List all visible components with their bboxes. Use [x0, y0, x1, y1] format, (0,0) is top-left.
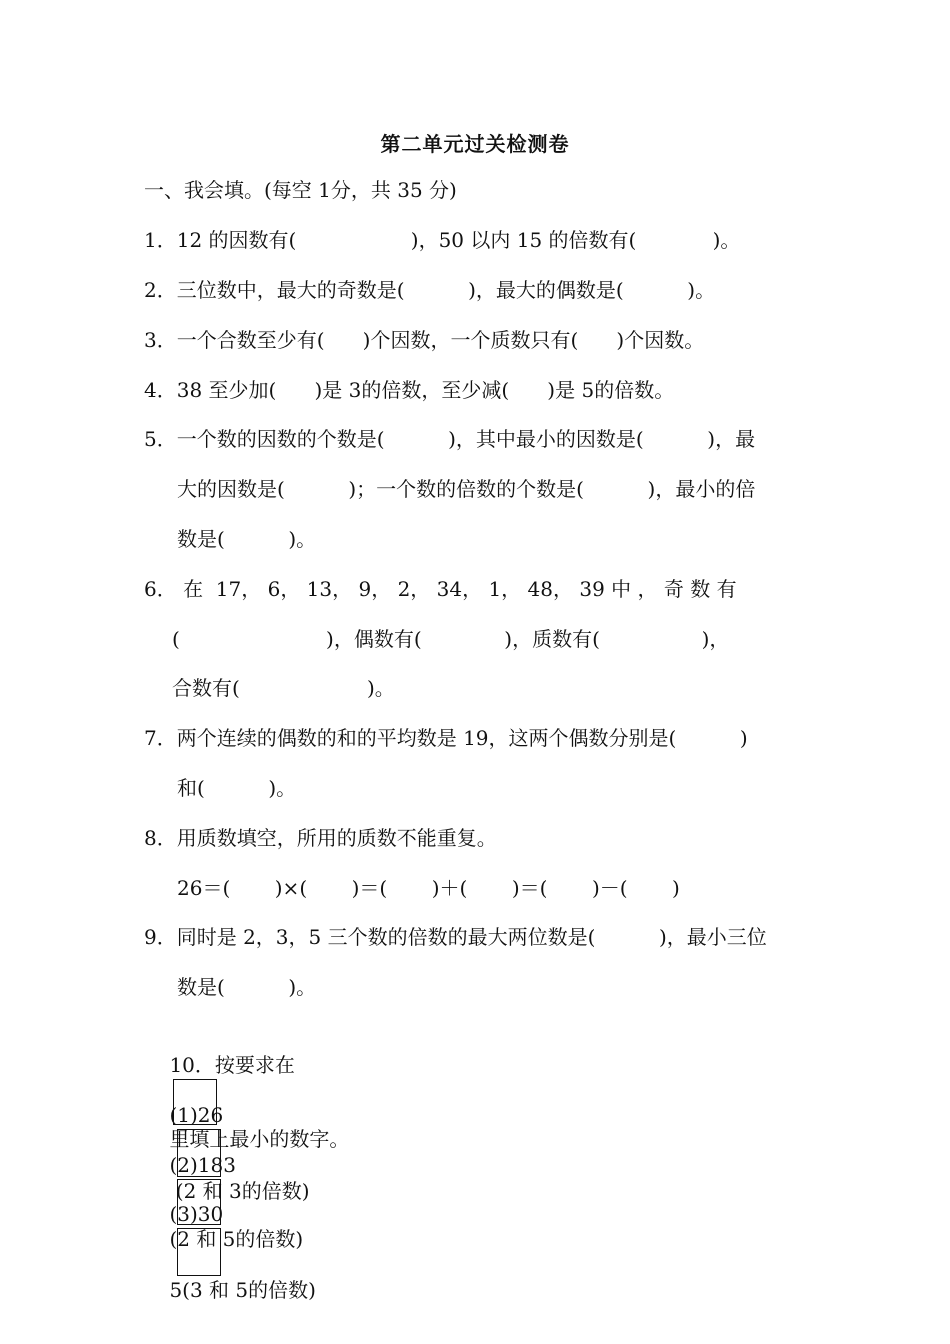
question-10-prefix: 10．按要求在 [169, 1053, 295, 1077]
question-6-line-2: ( )，偶数有( )，质数有( )， [172, 627, 730, 651]
item-3-label: (3)30 [169, 1202, 224, 1226]
question-9-line-1: 9．同时是 2，3，5 三个数的倍数的最大两位数是( )，最小三位 [144, 925, 767, 949]
question-2: 2．三位数中，最大的奇数是( )，最大的偶数是( )。 [144, 278, 716, 302]
worksheet-title: 第二单元过关检测卷 [380, 132, 570, 156]
question-8: 8．用质数填空，所用的质数不能重复。 [144, 826, 497, 850]
question-7-line-1: 7．两个连续的偶数的和的平均数是 19，这两个偶数分别是( ) [144, 726, 748, 750]
item-3-box[interactable] [177, 1228, 221, 1276]
item-1-label: (1)26 [169, 1103, 224, 1127]
question-4: 4．38 至少加( )是 3的倍数，至少减( )是 5的倍数。 [144, 378, 675, 402]
question-1: 1．12 的因数有( )，50 以内 15 的倍数有( )。 [144, 228, 741, 252]
question-8-equation: 26＝( )×( )＝( )＋( )＝( )－( ) [177, 876, 680, 900]
item-3-after: 5(3 和 5的倍数) [169, 1278, 316, 1302]
question-10-item-3 [144, 1172, 316, 1332]
question-3: 3．一个合数至少有( )个因数，一个质数只有( )个因数。 [144, 328, 705, 352]
item-2-after: (2 和 5的倍数) [169, 1227, 304, 1251]
question-5-line-2: 大的因数是( )；一个数的倍数的个数是( )，最小的倍 [177, 477, 756, 501]
item-2-label: (2)183 [169, 1153, 236, 1177]
section-heading: 一、我会填。(每空 1分，共 35 分) [144, 178, 457, 202]
question-7-line-2: 和( )。 [177, 776, 297, 800]
question-5-line-3: 数是( )。 [177, 527, 317, 551]
question-10-suffix: 里填上最小的数字。 [169, 1127, 350, 1151]
question-5-line-1: 5．一个数的因数的个数是( )，其中最小的因数是( )，最 [144, 427, 756, 451]
question-9-line-2: 数是( )。 [177, 975, 317, 999]
question-6-line-1: 6． 在 17， 6， 13， 9， 2， 34， 1， 48， 39 中 ， 奇 数 有 [144, 577, 737, 601]
item-1-after: (2 和 3的倍数) [169, 1179, 310, 1203]
question-6-line-3: 合数有( )。 [172, 676, 395, 700]
